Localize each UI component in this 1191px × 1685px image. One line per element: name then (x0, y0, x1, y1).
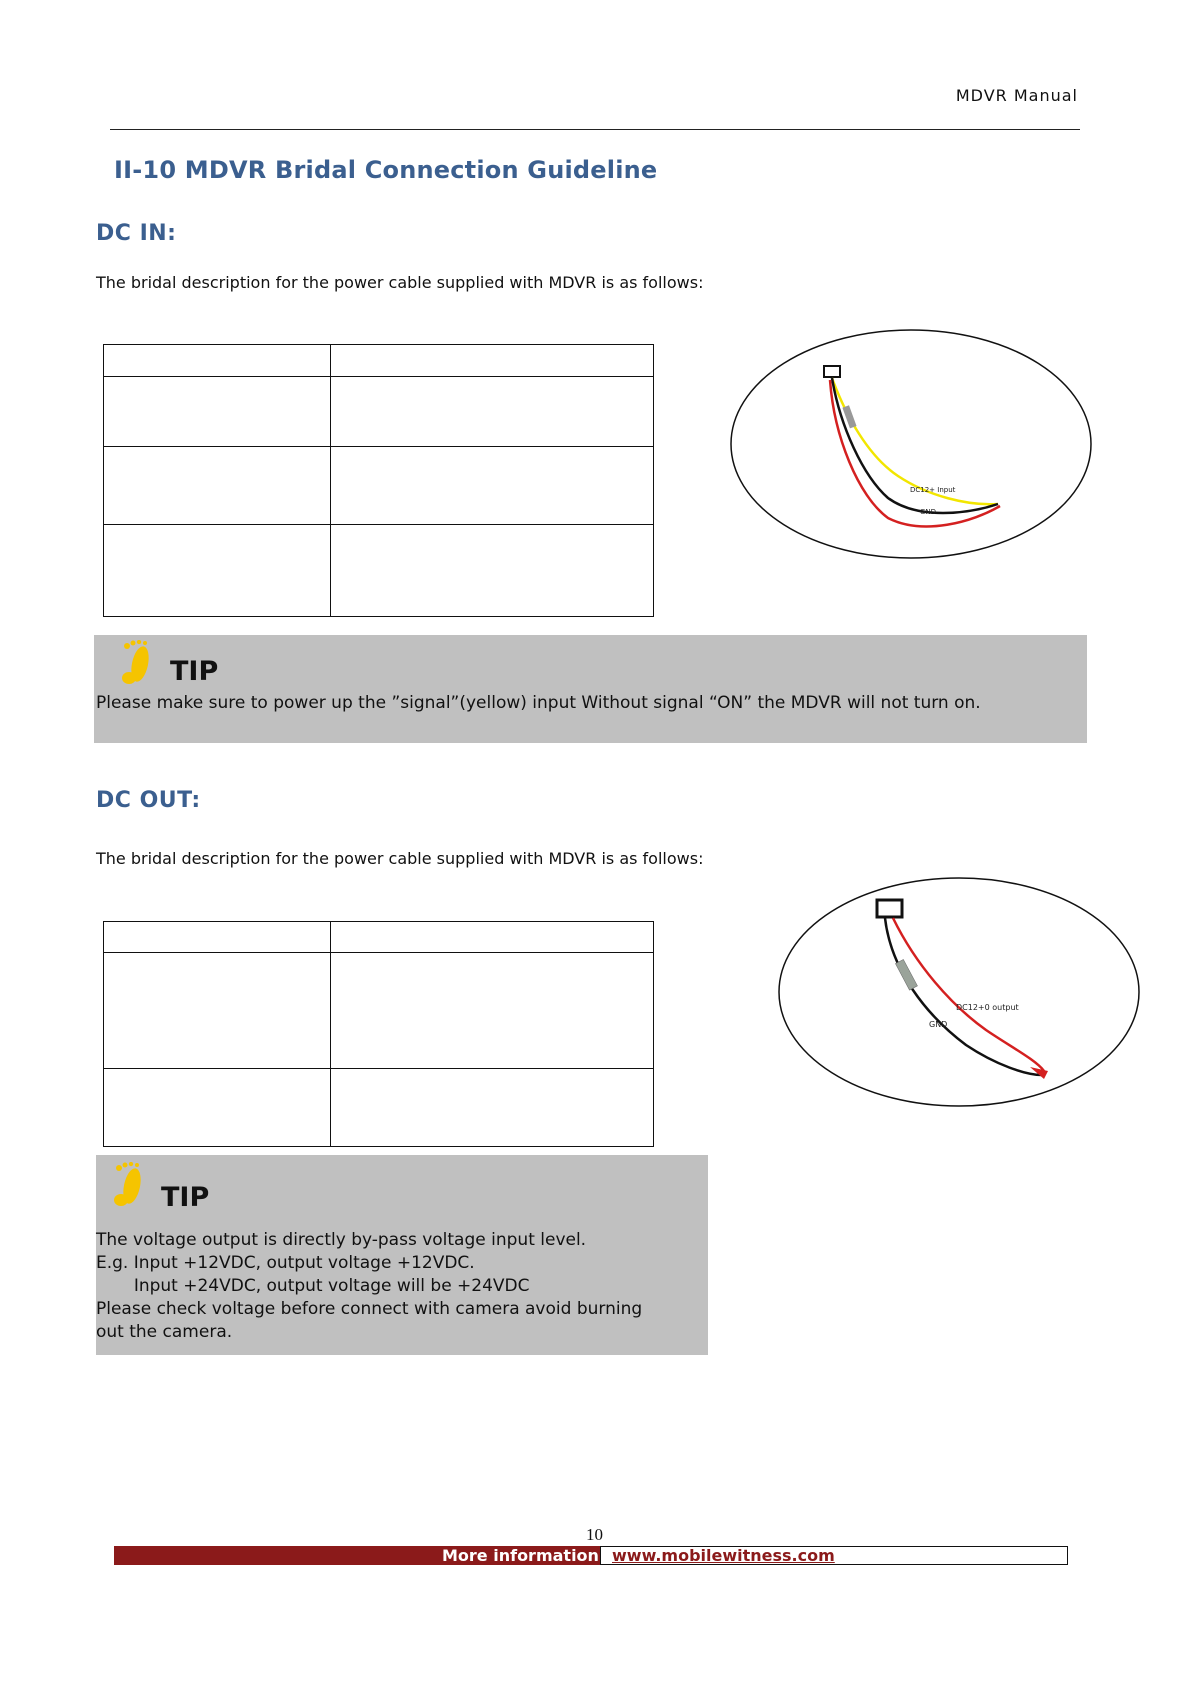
tip-line: E.g. Input +12VDC, output voltage +12VDC. (96, 1253, 475, 1273)
table-cell (104, 345, 331, 377)
tip-box-dc-in (94, 635, 1087, 743)
tip-text: Please make sure to power up the ”signal”(yellow) input Without signal “ON” the MDVR will not turn on. (96, 693, 981, 713)
dc-in-heading: DC IN: (96, 221, 177, 246)
tip-line: out the camera. (96, 1322, 233, 1342)
section-title: II-10 MDVR Bridal Connection Guideline (114, 156, 658, 184)
tip-line: The voltage output is directly by-pass voltage input level. (96, 1230, 587, 1250)
tip-line: Please check voltage before connect with camera avoid burning (96, 1299, 643, 1319)
table-cell (331, 922, 654, 953)
dc-out-table (103, 921, 654, 1147)
table-cell (104, 377, 331, 447)
footprint-icon (120, 640, 154, 686)
tip-label: TIP (161, 1182, 210, 1213)
dc-in-gnd-label: GND (920, 508, 937, 516)
table-cell (104, 922, 331, 953)
diagram-ellipse (731, 330, 1091, 558)
dc-out-cable-diagram (776, 875, 1142, 1109)
header-divider (110, 129, 1080, 130)
table-cell (331, 1069, 654, 1147)
tip-text-block (96, 1229, 642, 1344)
dc-in-input-label: DC12+ Input (910, 486, 956, 494)
diagram-ellipse (779, 878, 1139, 1106)
footprint-icon (112, 1162, 146, 1208)
more-information-label: More information (442, 1546, 599, 1565)
dc-out-output-label: DC12+0 output (956, 1003, 1019, 1012)
dc-in-table (103, 344, 654, 617)
dc-out-gnd-label: GND (929, 1020, 948, 1029)
dc-in-cable-diagram (728, 326, 1094, 562)
header-title: MDVR Manual (955, 86, 1078, 105)
table-cell (104, 1069, 331, 1147)
connector-icon (824, 366, 840, 377)
page-number: 10 (586, 1525, 603, 1544)
website-link[interactable]: www.mobilewitness.com (612, 1546, 835, 1565)
table-cell (104, 447, 331, 525)
dc-out-description: The bridal description for the power cable supplied with MDVR is as follows: (96, 849, 704, 868)
connector-icon (877, 900, 902, 917)
dc-in-description: The bridal description for the power cable supplied with MDVR is as follows: (96, 273, 704, 292)
table-cell (331, 377, 654, 447)
table-cell (331, 525, 654, 617)
dc-out-heading: DC OUT: (96, 788, 201, 813)
table-cell (104, 953, 331, 1069)
table-cell (331, 953, 654, 1069)
tip-box-dc-out (96, 1155, 708, 1355)
tip-label: TIP (170, 656, 219, 687)
table-cell (104, 525, 331, 617)
table-cell (331, 345, 654, 377)
tip-line: Input +24VDC, output voltage will be +24VDC (96, 1276, 530, 1296)
table-cell (331, 447, 654, 525)
